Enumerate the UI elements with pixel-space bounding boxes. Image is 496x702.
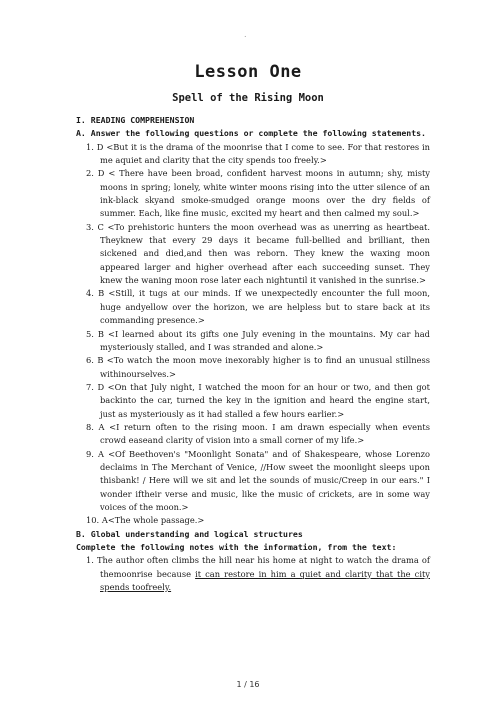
answer-item: 2. D < There have been broad, confident harvest moons in autumn; shy, misty moons in spring; lonely, white winter moons rising into the utter silence of an ink-black skyand smoke-smudged orange moons over the dry fields of summer. Each, like fine music, excited my heart and then calmed my soul.> bbox=[86, 168, 430, 219]
page-number: 1 / 16 bbox=[236, 680, 260, 689]
answer-item: 9. A <Of Beethoven's "Moonlight Sonata" and of Shakespeare, whose Lorenzo declaims in The Merchant of Venice, //How sweet the moonlight sleeps upon thisbank! / Here will we sit and let the sounds of music/Creep in our ears." I wonder iftheir verse and music, like the music of crickets, are in some way voices of the moon.> bbox=[86, 448, 430, 512]
note-item bbox=[86, 554, 430, 594]
answer-item: 10. A<The whole passage.> bbox=[86, 515, 205, 526]
lesson-subtitle: Spell of the Rising Moon bbox=[172, 92, 324, 104]
lesson-title: Lesson One bbox=[194, 62, 302, 82]
answer-item: 7. D <On that July night, I watched the moon for an hour or two, and then got backinto the car, turned the key in the ignition and heard the engine start, just as mysteriously as it had stalled a few hours earlier.> bbox=[86, 381, 430, 419]
header-mark: . bbox=[244, 30, 247, 39]
answer-item: 8. A <I return often to the rising moon. I am drawn especially when events crowd easeand clarity of vision into a small corner of my life.> bbox=[86, 421, 430, 446]
section-heading-reading: I. READING COMPREHENSION bbox=[76, 115, 195, 125]
document-body bbox=[76, 114, 430, 594]
answer-item: 3. C <To prehistoric hunters the moon overhead was as unerring as heartbeat. Theyknew that every 29 days it became full-bellied and brilliant, then sickened and died,and then was reborn. They knew the waxing moon appeared larger and higher overhead after each succeeding sunset. They knew the waning moon rose later each nightuntil it vanished in the sunrise.> bbox=[86, 221, 430, 286]
answer-item: 4. B <Still, it tugs at our minds. If we unexpectedly encounter the full moon, huge andyellow over the horizon, we are helpless but to stare back at its commanding presence.> bbox=[86, 288, 430, 326]
note-text: 1. The author often climbs the hill near his home at night to watch the drama of themoonrise because bbox=[86, 555, 430, 579]
note-answer-underlined: it can restore in him a quiet and clarity that the city spends toofreely. bbox=[100, 568, 430, 593]
answer-item: 5. B <I learned about its gifts one July evening in the mountains. My car had mysteriously stalled, and I was stranded and alone.> bbox=[86, 328, 430, 352]
section-heading-b: B. Global understanding and logical structures bbox=[76, 528, 303, 539]
answer-item: 6. B <To watch the moon move inexorably higher is to find an unusual stillness withinourselves.> bbox=[86, 355, 430, 379]
answer-item: 1. D <But it is the drama of the moonrise that I come to see. For that restores in me aquiet and clarity that the city spends too freely.> bbox=[86, 141, 430, 166]
section-heading-a: A. Answer the following questions or complete the following statements. bbox=[76, 128, 426, 139]
section-instruction: Complete the following notes with the information, from the text: bbox=[76, 542, 397, 552]
